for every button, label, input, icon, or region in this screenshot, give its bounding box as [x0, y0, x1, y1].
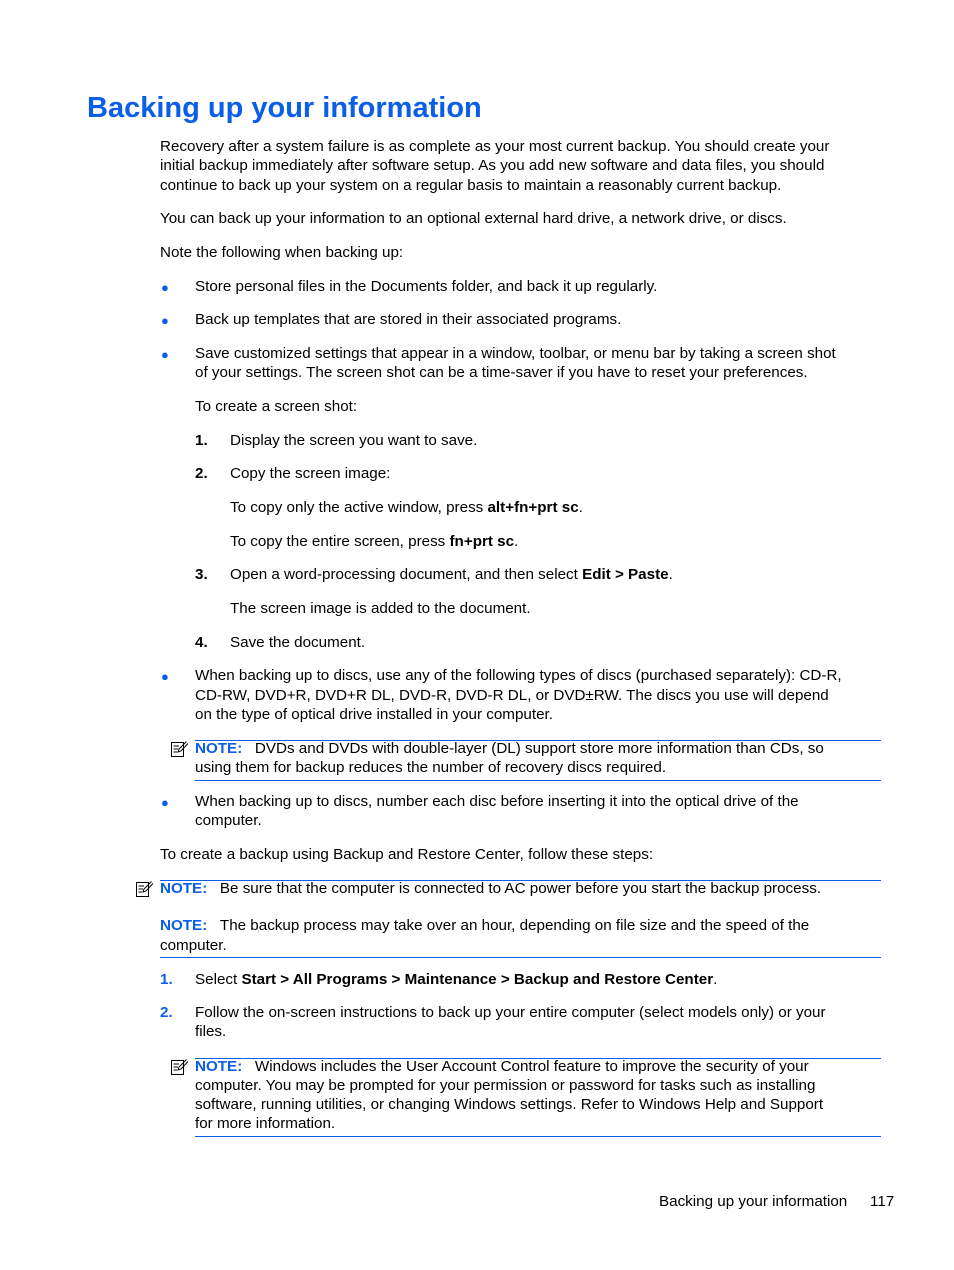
punctuation: . [514, 533, 519, 550]
step-text: Save the document. [230, 634, 366, 651]
note-label: NOTE: [160, 880, 208, 897]
note-label: NOTE: [160, 917, 208, 934]
step-number: 4. [195, 634, 208, 651]
bullet-text: Back up templates that are stored in their associated programs. [195, 311, 622, 328]
note-text [195, 1057, 809, 1077]
note-text [195, 739, 824, 759]
note-rule-bottom [195, 1136, 881, 1137]
page-title: Backing up your information [87, 92, 482, 124]
step-text-pre: Open a word-processing document, and then select [230, 566, 583, 583]
note-rule-bottom [160, 957, 881, 958]
page-number: 117 [870, 1193, 895, 1210]
note-body: Windows includes the User Account Control feature to improve the security of your [254, 1058, 809, 1075]
step-number: 1. [195, 432, 208, 449]
note-rule-bottom [195, 780, 881, 781]
intro-line: Recovery after a system failure is as complete as your most current backup. You should create your [160, 138, 830, 155]
bullet-subtext: To create a screen shot: [195, 398, 358, 415]
step-number: 2. [160, 1004, 173, 1021]
footer-section: Backing up your information [659, 1193, 848, 1210]
step-number: 2. [195, 465, 208, 482]
note-body: DVDs and DVDs with double-layer (DL) support store more information than CDs, so [254, 740, 824, 757]
step-text-pre: Select [195, 971, 242, 988]
bullet-icon: ● [161, 795, 169, 810]
punctuation: . [713, 971, 718, 988]
menu-path: Edit > Paste [582, 566, 669, 583]
bullet-icon: ● [161, 669, 169, 684]
note-pencil-icon [170, 740, 188, 758]
step-text: Follow the on-screen instructions to back up your entire computer (select models only) or your [195, 1004, 826, 1021]
key-combo: fn+prt sc [449, 533, 515, 550]
punctuation: . [668, 566, 673, 583]
note-text: for more information. [195, 1115, 336, 1132]
note-text: computer. You may be prompted for your permission or password for tasks such as installing [195, 1077, 816, 1094]
bullet-icon: ● [161, 280, 169, 295]
punctuation: . [578, 499, 583, 516]
step-detail [230, 532, 518, 552]
note-label: NOTE: [195, 1058, 243, 1075]
bullet-text: CD-RW, DVD+R, DVD+R DL, DVD-R, DVD-R DL, or DVD±RW. The discs you use will depend [195, 687, 829, 704]
note-text: computer. [160, 937, 227, 954]
intro-paragraph: You can back up your information to an optional external hard drive, a network drive, or discs. [160, 210, 787, 227]
bullet-text: When backing up to discs, number each disc before inserting it into the optical drive of the [195, 793, 799, 810]
bullet-icon: ● [161, 313, 169, 328]
intro-paragraph: Note the following when backing up: [160, 244, 404, 261]
bullet-text: computer. [195, 812, 262, 829]
key-combo: alt+fn+prt sc [487, 499, 579, 516]
bullet-text: When backing up to discs, use any of the following types of discs (purchased separately): CD-R, [195, 667, 842, 684]
step-number: 3. [195, 566, 208, 583]
note-pencil-icon [135, 880, 153, 898]
bullet-text: of your settings. The screen shot can be a time-saver if you have to reset your preferences. [195, 364, 808, 381]
menu-path: Start > All Programs > Maintenance > Backup and Restore Center [241, 971, 714, 988]
step-text: Display the screen you want to save. [230, 432, 478, 449]
step-text: Copy the screen image: [230, 465, 391, 482]
note-body: The backup process may take over an hour, depending on file size and the speed of the [219, 917, 810, 934]
bullet-text: Save customized settings that appear in a window, toolbar, or menu bar by taking a screen shot [195, 345, 836, 362]
intro-line: initial backup immediately after software setup. As you add new software and data files, you should [160, 157, 825, 174]
step-detail-text: To copy the entire screen, press [230, 533, 450, 550]
note-text [160, 916, 809, 936]
step-detail [230, 498, 583, 518]
step-text: files. [195, 1023, 227, 1040]
note-text [160, 879, 821, 899]
step-detail-text: To copy only the active window, press [230, 499, 488, 516]
note-pencil-icon [170, 1058, 188, 1076]
bullet-icon: ● [161, 347, 169, 362]
bullet-text: Store personal files in the Documents folder, and back it up regularly. [195, 278, 658, 295]
step-detail: The screen image is added to the document. [230, 600, 531, 617]
step-text [195, 970, 717, 990]
step-text [230, 565, 673, 585]
note-text: software, running utilities, or changing Windows settings. Refer to Windows Help and Support [195, 1096, 824, 1113]
intro-line: continue to back up your system on a regular basis to maintain a reasonably current backup. [160, 177, 782, 194]
note-body: Be sure that the computer is connected to AC power before you start the backup process. [219, 880, 822, 897]
bullet-text: on the type of optical drive installed in your computer. [195, 706, 553, 723]
note-text: using them for backup reduces the number of recovery discs required. [195, 759, 667, 776]
step-number: 1. [160, 971, 173, 988]
backup-intro: To create a backup using Backup and Restore Center, follow these steps: [160, 846, 654, 863]
note-label: NOTE: [195, 740, 243, 757]
